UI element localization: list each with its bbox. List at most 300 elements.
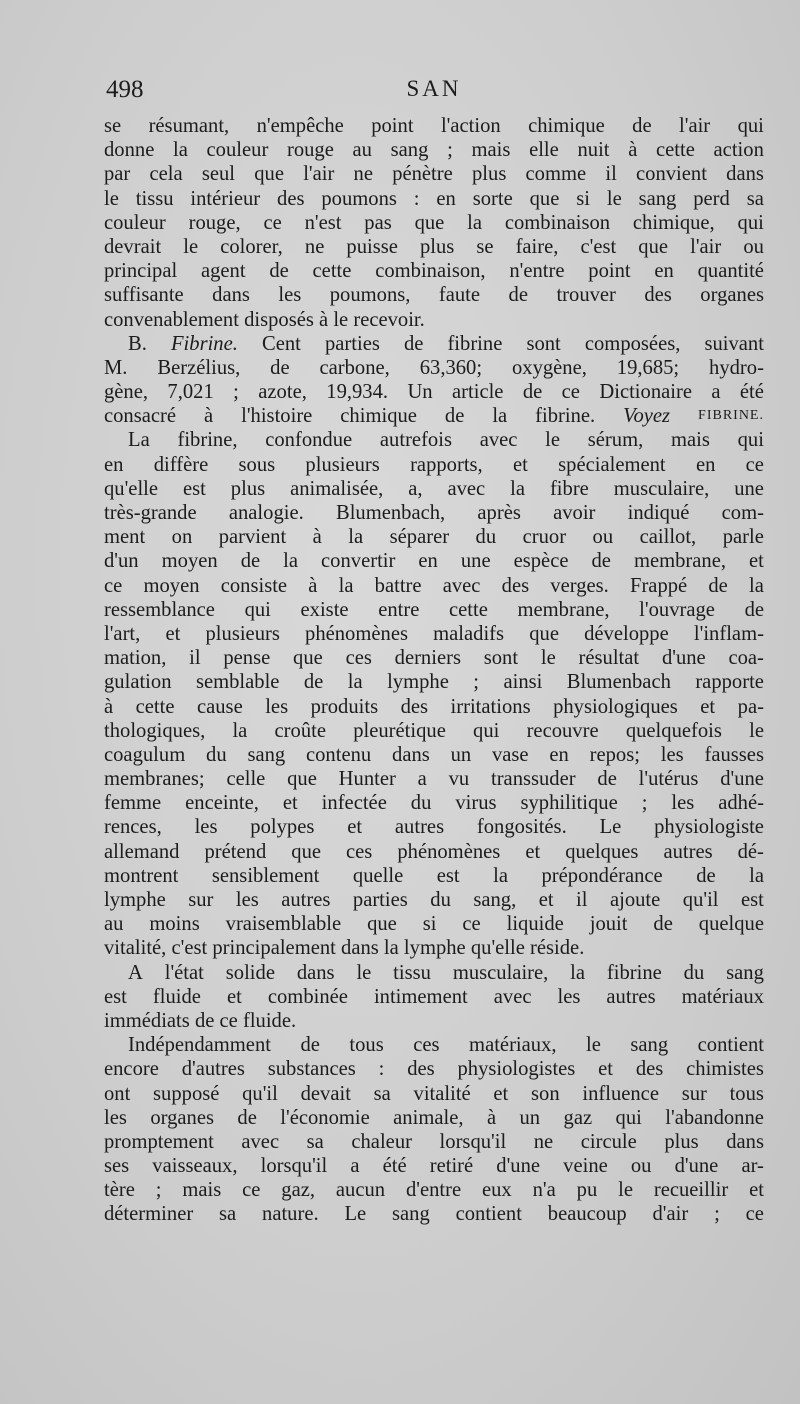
word: l'art, [104, 622, 141, 645]
word: colorer, [220, 235, 283, 258]
word: de [444, 405, 465, 428]
text-line [104, 864, 764, 888]
word: n'a [532, 1179, 556, 1202]
word: A [128, 961, 143, 984]
word: ont [104, 1082, 131, 1105]
word: oxygène, [511, 356, 587, 379]
word: ces [345, 647, 372, 670]
word: espèce [513, 550, 569, 573]
text-line [104, 1202, 764, 1226]
text-line [104, 477, 764, 501]
word: de [632, 115, 652, 137]
word: du [430, 889, 451, 911]
word: gaz, [281, 1179, 316, 1202]
word: sur [681, 1082, 707, 1105]
word: Voyez [623, 405, 671, 428]
word: ne [353, 163, 373, 186]
word: liquide [506, 913, 564, 936]
word: cette [448, 598, 488, 621]
word: derniers [394, 647, 461, 670]
word: des [400, 695, 429, 718]
word: repos; [589, 743, 640, 766]
word: B. [128, 332, 147, 355]
word: montrent [104, 864, 179, 887]
word: le [104, 187, 119, 210]
word: FIBRINE. [698, 408, 764, 424]
word: après [477, 502, 521, 524]
word: et [282, 792, 298, 815]
word: sang [392, 1203, 430, 1226]
word: supposé [153, 1082, 220, 1105]
word: ces [346, 840, 373, 863]
word: 19,934. [326, 381, 389, 404]
text-line [104, 235, 764, 259]
word: que [529, 187, 560, 210]
word: ce [242, 1179, 261, 1202]
word: chimique [340, 405, 417, 428]
word: consiste [220, 574, 288, 597]
word: matériaux, [469, 1034, 557, 1057]
word: couleur [206, 139, 269, 162]
word: d'un [104, 550, 139, 573]
word: membranes; [104, 768, 205, 791]
word: devait [300, 1082, 351, 1105]
word: ; [447, 139, 453, 162]
word: le [586, 1034, 601, 1057]
word: Fibrine. [170, 332, 238, 355]
word: cela [149, 163, 183, 186]
word: avec [442, 574, 481, 597]
word: : [413, 187, 420, 210]
word: syphilitique [520, 792, 618, 815]
word: au [352, 139, 372, 162]
word: d'autres [181, 1058, 245, 1081]
word: par [104, 163, 131, 186]
word: la [749, 864, 764, 887]
word: rapports, [410, 453, 483, 476]
word: Le [599, 816, 622, 839]
word: Hunter [338, 768, 396, 791]
word: rapporte [695, 671, 764, 694]
word: fausses [704, 743, 764, 766]
word: influence [582, 1082, 659, 1105]
word: d'une [674, 1155, 719, 1178]
text-line [104, 646, 764, 670]
word: à [204, 405, 214, 428]
text-line [104, 501, 764, 525]
word: vase [491, 743, 529, 766]
word: la [232, 719, 248, 742]
word: animalisée, [290, 477, 384, 500]
text-line [104, 428, 764, 452]
text-line [104, 404, 764, 428]
word: entre [378, 598, 420, 621]
word: un [450, 743, 472, 766]
word: moyen [161, 550, 218, 573]
word: qu'il [242, 1082, 278, 1105]
word: l'inflam- [693, 622, 764, 645]
word: parties [352, 889, 408, 911]
word: de [522, 381, 543, 404]
word: en [104, 453, 124, 476]
word: l'économie [280, 1106, 370, 1129]
word: autres [663, 840, 713, 863]
text-line [104, 380, 764, 404]
word: sa [746, 187, 764, 210]
word: caillot, [639, 526, 697, 549]
word: en [436, 187, 456, 210]
word: et [700, 695, 716, 718]
word: quelle [352, 864, 404, 887]
word: le [183, 235, 199, 258]
word: séparer [389, 526, 450, 549]
word: ce [745, 1203, 764, 1226]
word: sa [373, 1082, 391, 1105]
word: de [237, 1106, 257, 1129]
word: ou [743, 235, 764, 258]
word: ar- [741, 1155, 764, 1178]
word: le [618, 1179, 633, 1202]
word: l'histoire [241, 405, 313, 428]
word: les [104, 1106, 127, 1129]
word: battre [374, 574, 422, 597]
word: la [338, 574, 354, 597]
word: à [104, 695, 114, 718]
word: sang [630, 1034, 669, 1057]
word: donne [104, 139, 155, 162]
text-line [104, 1154, 764, 1178]
word: plusieurs [205, 622, 280, 645]
word: se [104, 115, 122, 137]
text-line [104, 695, 764, 719]
word: d'une [661, 647, 706, 670]
word: n'entre [509, 260, 565, 283]
word: sang [726, 961, 764, 984]
word: et [165, 622, 181, 645]
word: le [356, 961, 372, 984]
word: quelquefois [625, 719, 722, 742]
text-line [104, 791, 764, 815]
word: à [486, 1106, 497, 1129]
word: fibre [549, 477, 589, 500]
word: mais [471, 139, 511, 162]
word: la [493, 864, 508, 887]
word: nature. [262, 1203, 319, 1226]
word: seul [201, 163, 236, 186]
word: d'entre [405, 1179, 462, 1202]
word: fongosités. [476, 816, 567, 839]
word: ajoute [609, 889, 661, 911]
word: sang [247, 743, 286, 766]
word: musculaire, [452, 961, 549, 984]
word: ce [104, 574, 123, 597]
word: avec [447, 477, 486, 500]
word: du [475, 526, 497, 549]
word: tissu [135, 187, 174, 210]
word: il [605, 163, 617, 186]
word: perd [693, 187, 730, 210]
word: quantité [697, 260, 764, 283]
word: d'air [652, 1203, 689, 1226]
word: la [749, 574, 764, 597]
word: chimistes [686, 1058, 764, 1081]
word: lorsqu'il [260, 1155, 328, 1178]
word: solide [225, 961, 275, 984]
word: dans [212, 284, 250, 307]
word: que [638, 235, 669, 258]
word: plus [230, 477, 266, 500]
word: très-grande [104, 502, 197, 524]
word: au [104, 913, 124, 936]
word: la [492, 405, 508, 428]
text-line [104, 138, 764, 162]
word: et [226, 985, 242, 1008]
word: coagulum [104, 743, 186, 766]
word: vu [448, 768, 470, 791]
word: consacré [104, 405, 177, 428]
word: ce [462, 913, 481, 936]
word: ; [714, 1203, 720, 1226]
word: sont [483, 647, 519, 670]
word: 7,021 [167, 381, 214, 404]
text-line [104, 211, 764, 235]
word: de [508, 284, 528, 307]
word: des [407, 1058, 435, 1081]
word: cause [196, 695, 243, 718]
word: une [460, 550, 491, 573]
word: sous [238, 453, 276, 476]
word: plusieurs [305, 453, 380, 476]
word: animale, [393, 1106, 464, 1129]
word: ressemblance [104, 598, 215, 621]
text-line [104, 283, 764, 307]
word: coa- [728, 647, 764, 670]
word: la [348, 526, 364, 549]
word: une [734, 477, 764, 500]
word: de [744, 598, 764, 621]
word: lymphe [104, 889, 166, 911]
word: : [378, 1058, 385, 1081]
word: transsuder [490, 768, 576, 791]
word: le [545, 429, 561, 452]
word: les [671, 792, 695, 815]
word: organes [700, 284, 764, 307]
word: sur [188, 889, 214, 911]
word: ou [630, 1155, 652, 1178]
word: tous [349, 1034, 384, 1057]
word: parle [722, 526, 764, 549]
word: poumons, [329, 284, 411, 307]
word: moins [149, 913, 200, 936]
word: nuit [577, 139, 610, 162]
word: ment [104, 526, 146, 549]
word: cette [656, 139, 695, 162]
word: composées, [584, 332, 681, 355]
word: azote, [258, 381, 307, 404]
word: n'empêche [256, 115, 344, 137]
word: qui [615, 1106, 642, 1129]
word: convertir [321, 550, 396, 573]
word: elle [529, 139, 559, 162]
word: mais [182, 1179, 222, 1202]
word: et [513, 453, 528, 476]
word: de [653, 913, 673, 936]
text-line [104, 525, 764, 549]
word: com- [721, 502, 764, 524]
word: contient [697, 1034, 764, 1057]
word: sorte [472, 187, 513, 210]
word: sensiblement [211, 864, 320, 887]
word: qu'elle [104, 477, 159, 500]
word: pleurétique [353, 719, 446, 742]
text-line [104, 1033, 764, 1057]
text-line [104, 332, 764, 356]
word: celle [226, 768, 266, 791]
word: que [529, 622, 559, 645]
word: eux [482, 1179, 512, 1202]
word: que [293, 647, 323, 670]
word: de [597, 768, 617, 791]
word: prétend [204, 840, 267, 863]
word: ou [592, 526, 614, 549]
word: que [367, 913, 397, 936]
word: autres [606, 985, 656, 1008]
word: rouge, [188, 211, 241, 234]
word: ne [304, 235, 325, 258]
word: 19,685; [616, 356, 680, 379]
word: convient [636, 163, 707, 186]
word: cette [135, 695, 175, 718]
word: contenu [306, 743, 372, 766]
word: a [417, 768, 427, 791]
word: jouit [589, 913, 628, 936]
word: à [312, 526, 322, 549]
word: c'est [580, 235, 617, 258]
word: produits [310, 695, 379, 718]
word: femme [104, 792, 162, 815]
word: d'une [496, 1155, 541, 1178]
word: ces [413, 1034, 440, 1057]
word: dans [726, 1130, 764, 1153]
word: ; [155, 1179, 162, 1202]
word: trouver [556, 284, 616, 307]
word: fibrine [606, 961, 662, 984]
word: que [287, 768, 317, 791]
word: un [519, 1106, 541, 1129]
word: ce [745, 453, 764, 476]
word: infectée [321, 792, 387, 815]
body-text [104, 114, 764, 1227]
text-line [104, 1106, 764, 1130]
word: gène, [104, 381, 149, 404]
word: recouvre [526, 719, 599, 742]
word: diffère [153, 453, 209, 476]
word: aucun [335, 1179, 386, 1202]
word: lorsqu'il [439, 1130, 507, 1153]
word: dans [296, 961, 335, 984]
word: l'ouvrage [639, 598, 715, 621]
word: autres [394, 816, 445, 839]
word: de [270, 356, 290, 379]
text-line: vitalité, c'est principalement dans la lymphe qu'elle réside. [104, 937, 585, 960]
word: semblable [195, 671, 280, 694]
word: le [606, 187, 622, 210]
word: allemand [104, 840, 180, 863]
word: croûte [274, 719, 326, 742]
word: pénètre [392, 163, 453, 186]
word: et [493, 1082, 509, 1105]
word: est [740, 889, 764, 911]
word: la [283, 550, 299, 573]
word: retiré [429, 1155, 474, 1178]
word: est [182, 477, 206, 500]
word: qui [737, 429, 764, 452]
word: ; [233, 381, 239, 404]
word: l'action [440, 115, 501, 137]
word: de [240, 550, 261, 573]
word: de [300, 1034, 320, 1057]
word: qui [737, 115, 764, 137]
text-line [104, 670, 764, 694]
word: intimement [373, 985, 468, 1008]
word: fibrine [447, 332, 503, 355]
word: avec [493, 985, 532, 1008]
word: physiologiste [654, 816, 764, 839]
word: sérum, [587, 429, 644, 452]
word: ses [104, 1155, 130, 1178]
text-line [104, 259, 764, 283]
word: Indépendamment [128, 1034, 271, 1057]
word: qui [473, 719, 500, 742]
word: maladifs [433, 622, 505, 645]
word: fibrine. [535, 405, 596, 428]
word: de [403, 332, 424, 355]
word: mais [670, 429, 710, 452]
word: sang, [473, 889, 517, 911]
word: adhé- [718, 792, 764, 815]
word: autrefois [379, 429, 452, 452]
word: enceinte, [185, 792, 259, 815]
text-line [104, 961, 764, 985]
word: que [291, 840, 322, 863]
text-line [104, 985, 764, 1009]
text-line [104, 1057, 764, 1081]
text-line [104, 743, 764, 767]
word: a [711, 381, 721, 404]
word: des [501, 574, 530, 597]
word: sang [638, 187, 677, 210]
word: La [128, 429, 150, 452]
word: déterminer [104, 1203, 194, 1226]
word: du [683, 961, 705, 984]
word: mation, [104, 647, 167, 670]
word: puisse [346, 235, 398, 258]
word: chimique, [632, 211, 715, 234]
word: l'abandonne [665, 1106, 764, 1129]
word: poumons [321, 187, 397, 210]
word: gaz [563, 1106, 593, 1129]
word: virus [455, 792, 497, 815]
word: rences, [104, 816, 162, 839]
word: polypes [250, 816, 315, 839]
word: encore [104, 1058, 159, 1081]
word: organes [150, 1106, 214, 1129]
word: développe [584, 622, 669, 645]
word: d'une [720, 768, 764, 791]
word: hydro- [709, 356, 764, 379]
word: combinaison, [375, 260, 486, 283]
word: se [476, 235, 494, 258]
